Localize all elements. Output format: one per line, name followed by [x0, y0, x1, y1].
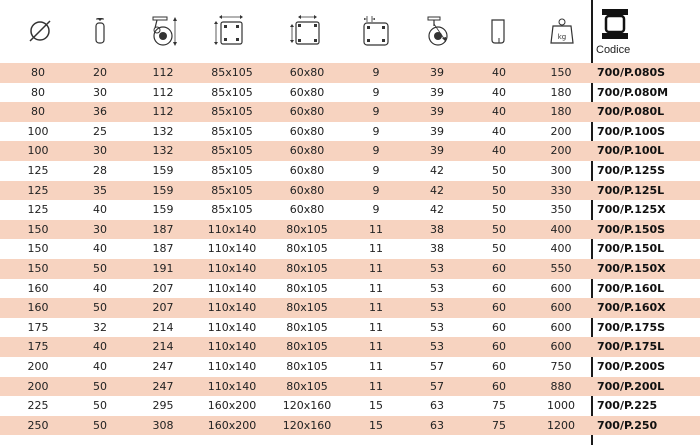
table-cell: 9 — [372, 144, 380, 158]
table-cell: 9 — [372, 203, 380, 217]
product-code: 700/P.150S — [597, 222, 666, 236]
table-cell: 550 — [550, 261, 572, 275]
product-code: 700/P.080L — [597, 105, 665, 119]
table-cell: 60x80 — [289, 144, 325, 158]
table-cell: 11 — [369, 281, 383, 295]
table-cell: 75 — [492, 418, 506, 432]
table-cell: 112 — [152, 85, 174, 99]
table-cell: 53 — [430, 320, 444, 334]
table-cell: 9 — [372, 105, 380, 119]
table-cell: 120x160 — [282, 399, 332, 413]
table-row — [0, 298, 700, 318]
table-cell: 40 — [492, 124, 506, 138]
table-cell: 11 — [369, 261, 383, 275]
codice-icon — [600, 8, 630, 46]
table-row — [0, 181, 700, 201]
table-cell: 60 — [492, 261, 506, 275]
table-body — [0, 63, 700, 435]
codice-label: Codice — [596, 44, 631, 56]
table-cell: 30 — [93, 85, 107, 99]
codice-header — [596, 4, 700, 60]
table-cell: 100 — [27, 144, 49, 158]
table-cell: 60x80 — [289, 163, 325, 177]
product-code: 700/P.080M — [597, 85, 669, 99]
height-icon — [140, 0, 184, 62]
table-cell: 60x80 — [289, 183, 325, 197]
table-cell: 600 — [550, 340, 572, 354]
table-cell: 110x140 — [207, 242, 257, 256]
table-cell: 57 — [430, 359, 444, 373]
product-code: 700/P.160L — [597, 281, 665, 295]
table-cell: 100 — [27, 124, 49, 138]
table-cell: 80x105 — [286, 340, 328, 354]
table-cell: 200 — [550, 144, 572, 158]
table-row — [0, 83, 700, 103]
table-cell: 80 — [31, 85, 45, 99]
product-code: 700/P.125S — [597, 163, 666, 177]
table-cell: 132 — [152, 144, 174, 158]
table-cell: 85x105 — [211, 124, 253, 138]
table-cell: 53 — [430, 261, 444, 275]
table-cell: 40 — [492, 85, 506, 99]
table-cell: 50 — [492, 222, 506, 236]
table-cell: 11 — [369, 222, 383, 236]
table-cell: 40 — [93, 359, 107, 373]
table-cell: 1200 — [547, 418, 575, 432]
table-cell: 38 — [430, 242, 444, 256]
table-cell: 40 — [93, 242, 107, 256]
table-cell: 60x80 — [289, 85, 325, 99]
table-cell: 207 — [152, 281, 174, 295]
table-row — [0, 220, 700, 240]
table-cell: 42 — [430, 203, 444, 217]
table-cell: 20 — [93, 66, 107, 79]
table-cell: 39 — [430, 144, 444, 158]
product-code: 700/P.200S — [597, 359, 666, 373]
table-cell: 80x105 — [286, 281, 328, 295]
table-cell: 160x200 — [207, 399, 257, 413]
table-cell: 9 — [372, 183, 380, 197]
width-icon — [80, 0, 120, 62]
table-cell: 200 — [550, 124, 572, 138]
table-header — [0, 0, 700, 62]
table-cell: 180 — [550, 105, 572, 119]
table-cell: 50 — [492, 163, 506, 177]
table-cell: 200 — [27, 359, 49, 373]
table-cell: 600 — [550, 301, 572, 315]
table-cell: 110x140 — [207, 379, 257, 393]
table-cell: 80x105 — [286, 222, 328, 236]
plate-size-icon — [208, 0, 254, 62]
table-cell: 40 — [492, 105, 506, 119]
table-cell: 400 — [550, 222, 572, 236]
table-cell: 11 — [369, 359, 383, 373]
table-row — [0, 200, 700, 220]
table-cell: 15 — [369, 418, 383, 432]
table-cell: 85x105 — [211, 144, 253, 158]
table-cell: 125 — [27, 203, 49, 217]
table-cell: 125 — [27, 163, 49, 177]
table-cell: 40 — [93, 203, 107, 217]
table-row — [0, 416, 700, 436]
table-cell: 30 — [93, 222, 107, 236]
table-cell: 125 — [27, 183, 49, 197]
table-cell: 80x105 — [286, 261, 328, 275]
table-cell: 330 — [550, 183, 572, 197]
table-cell: 110x140 — [207, 359, 257, 373]
table-cell: 40 — [93, 281, 107, 295]
table-cell: 50 — [93, 379, 107, 393]
table-row — [0, 141, 700, 161]
table-cell: 880 — [550, 379, 572, 393]
table-cell: 191 — [152, 261, 174, 275]
table-cell: 50 — [93, 418, 107, 432]
product-code: 700/P.175L — [597, 340, 665, 354]
table-cell: 85x105 — [211, 183, 253, 197]
table-cell: 80 — [31, 66, 45, 79]
table-cell: 50 — [93, 261, 107, 275]
table-row — [0, 279, 700, 299]
table-cell: 9 — [372, 124, 380, 138]
table-cell: 132 — [152, 124, 174, 138]
product-code: 700/P.225 — [597, 399, 658, 413]
table-cell: 50 — [492, 242, 506, 256]
table-cell: 63 — [430, 399, 444, 413]
product-code: 700/P.250 — [597, 418, 658, 432]
table-cell: 80x105 — [286, 320, 328, 334]
table-cell: 85x105 — [211, 85, 253, 99]
table-cell: 80x105 — [286, 359, 328, 373]
table-cell: 40 — [492, 144, 506, 158]
table-cell: 159 — [152, 183, 174, 197]
table-cell: 60 — [492, 281, 506, 295]
product-code: 700/P.125L — [597, 183, 665, 197]
table-cell: 80x105 — [286, 301, 328, 315]
table-cell: 250 — [27, 418, 49, 432]
table-cell: 159 — [152, 163, 174, 177]
table-cell: 159 — [152, 203, 174, 217]
table-row — [0, 357, 700, 377]
table-cell: 350 — [550, 203, 572, 217]
table-cell: 63 — [430, 418, 444, 432]
table-cell: 308 — [152, 418, 174, 432]
load-kg-icon — [540, 0, 584, 62]
table-cell: 160 — [27, 301, 49, 315]
table-cell: 175 — [27, 320, 49, 334]
table-cell: 160 — [27, 281, 49, 295]
table-row — [0, 396, 700, 416]
table-cell: 60x80 — [289, 105, 325, 119]
table-cell: 11 — [369, 320, 383, 334]
table-cell: 150 — [27, 261, 49, 275]
table-cell: 214 — [152, 340, 174, 354]
table-cell: 11 — [369, 340, 383, 354]
table-cell: 214 — [152, 320, 174, 334]
table-cell: 39 — [430, 124, 444, 138]
table-cell: 50 — [93, 301, 107, 315]
table-cell: 60 — [492, 320, 506, 334]
table-cell: 60x80 — [289, 203, 325, 217]
table-cell: 187 — [152, 222, 174, 236]
table-cell: 53 — [430, 340, 444, 354]
table-cell: 175 — [27, 340, 49, 354]
table-cell: 28 — [93, 163, 107, 177]
table-cell: 60 — [492, 340, 506, 354]
table-cell: 110x140 — [207, 261, 257, 275]
table-cell: 110x140 — [207, 340, 257, 354]
table-cell: 32 — [93, 320, 107, 334]
table-cell: 150 — [27, 222, 49, 236]
table-row — [0, 122, 700, 142]
product-code: 700/P.150L — [597, 242, 665, 256]
table-cell: 57 — [430, 379, 444, 393]
table-cell: 300 — [550, 163, 572, 177]
table-cell: 39 — [430, 105, 444, 119]
table-cell: 80 — [31, 105, 45, 119]
table-cell: 35 — [93, 183, 107, 197]
table-cell: 600 — [550, 281, 572, 295]
product-code: 700/P.125X — [597, 203, 666, 217]
table-cell: 85x105 — [211, 163, 253, 177]
table-cell: 110x140 — [207, 320, 257, 334]
table-cell: 225 — [27, 399, 49, 413]
table-cell: 600 — [550, 320, 572, 334]
table-cell: 187 — [152, 242, 174, 256]
table-cell: 75 — [492, 399, 506, 413]
table-cell: 247 — [152, 359, 174, 373]
product-code: 700/P.100S — [597, 124, 666, 138]
product-code: 700/P.200L — [597, 379, 665, 393]
thickness-icon — [478, 0, 518, 62]
product-code: 700/P.175S — [597, 320, 666, 334]
table-row — [0, 259, 700, 279]
table-row — [0, 102, 700, 122]
table-cell: 85x105 — [211, 66, 253, 79]
table-row — [0, 161, 700, 181]
table-cell: 85x105 — [211, 105, 253, 119]
table-cell: 1000 — [547, 399, 575, 413]
kg-text: kg — [557, 33, 567, 41]
table-cell: 39 — [430, 66, 444, 79]
table-cell: 50 — [93, 399, 107, 413]
table-cell: 39 — [430, 85, 444, 99]
bolt-hole-icon — [356, 0, 396, 62]
table-cell: 40 — [492, 66, 506, 79]
offset-icon — [416, 0, 458, 62]
table-cell: 42 — [430, 183, 444, 197]
product-code: 700/P.080S — [597, 66, 666, 79]
table-cell: 60 — [492, 301, 506, 315]
table-cell: 42 — [430, 163, 444, 177]
table-row — [0, 239, 700, 259]
table-cell: 15 — [369, 399, 383, 413]
table-cell: 40 — [93, 340, 107, 354]
table-row — [0, 63, 700, 83]
table-cell: 11 — [369, 301, 383, 315]
table-cell: 80x105 — [286, 379, 328, 393]
table-cell: 50 — [492, 183, 506, 197]
table-cell: 60x80 — [289, 124, 325, 138]
hole-spacing-icon — [284, 0, 330, 62]
table-row — [0, 337, 700, 357]
diameter-icon — [18, 0, 62, 62]
table-cell: 11 — [369, 379, 383, 393]
table-cell: 110x140 — [207, 222, 257, 236]
table-cell: 750 — [550, 359, 572, 373]
table-cell: 9 — [372, 163, 380, 177]
table-cell: 11 — [369, 242, 383, 256]
table-cell: 110x140 — [207, 281, 257, 295]
table-cell: 9 — [372, 85, 380, 99]
table-cell: 53 — [430, 281, 444, 295]
table-cell: 9 — [372, 66, 380, 79]
table-row — [0, 318, 700, 338]
table-cell: 180 — [550, 85, 572, 99]
table-cell: 60 — [492, 379, 506, 393]
table-cell: 60 — [492, 359, 506, 373]
table-cell: 60x80 — [289, 66, 325, 79]
table-cell: 30 — [93, 144, 107, 158]
table-cell: 150 — [550, 66, 572, 79]
table-cell: 150 — [27, 242, 49, 256]
product-code: 700/P.150X — [597, 261, 666, 275]
table-cell: 36 — [93, 105, 107, 119]
table-cell: 85x105 — [211, 203, 253, 217]
table-cell: 112 — [152, 105, 174, 119]
table-cell: 400 — [550, 242, 572, 256]
table-cell: 50 — [492, 203, 506, 217]
table-cell: 38 — [430, 222, 444, 236]
product-code: 700/P.100L — [597, 144, 665, 158]
table-cell: 110x140 — [207, 301, 257, 315]
table-cell: 247 — [152, 379, 174, 393]
table-row — [0, 377, 700, 397]
table-cell: 80x105 — [286, 242, 328, 256]
table-cell: 160x200 — [207, 418, 257, 432]
table-cell: 25 — [93, 124, 107, 138]
product-code: 700/P.160X — [597, 301, 666, 315]
table-cell: 295 — [152, 399, 174, 413]
table-cell: 200 — [27, 379, 49, 393]
table-cell: 112 — [152, 66, 174, 79]
table-cell: 120x160 — [282, 418, 332, 432]
table-cell: 53 — [430, 301, 444, 315]
table-cell: 207 — [152, 301, 174, 315]
